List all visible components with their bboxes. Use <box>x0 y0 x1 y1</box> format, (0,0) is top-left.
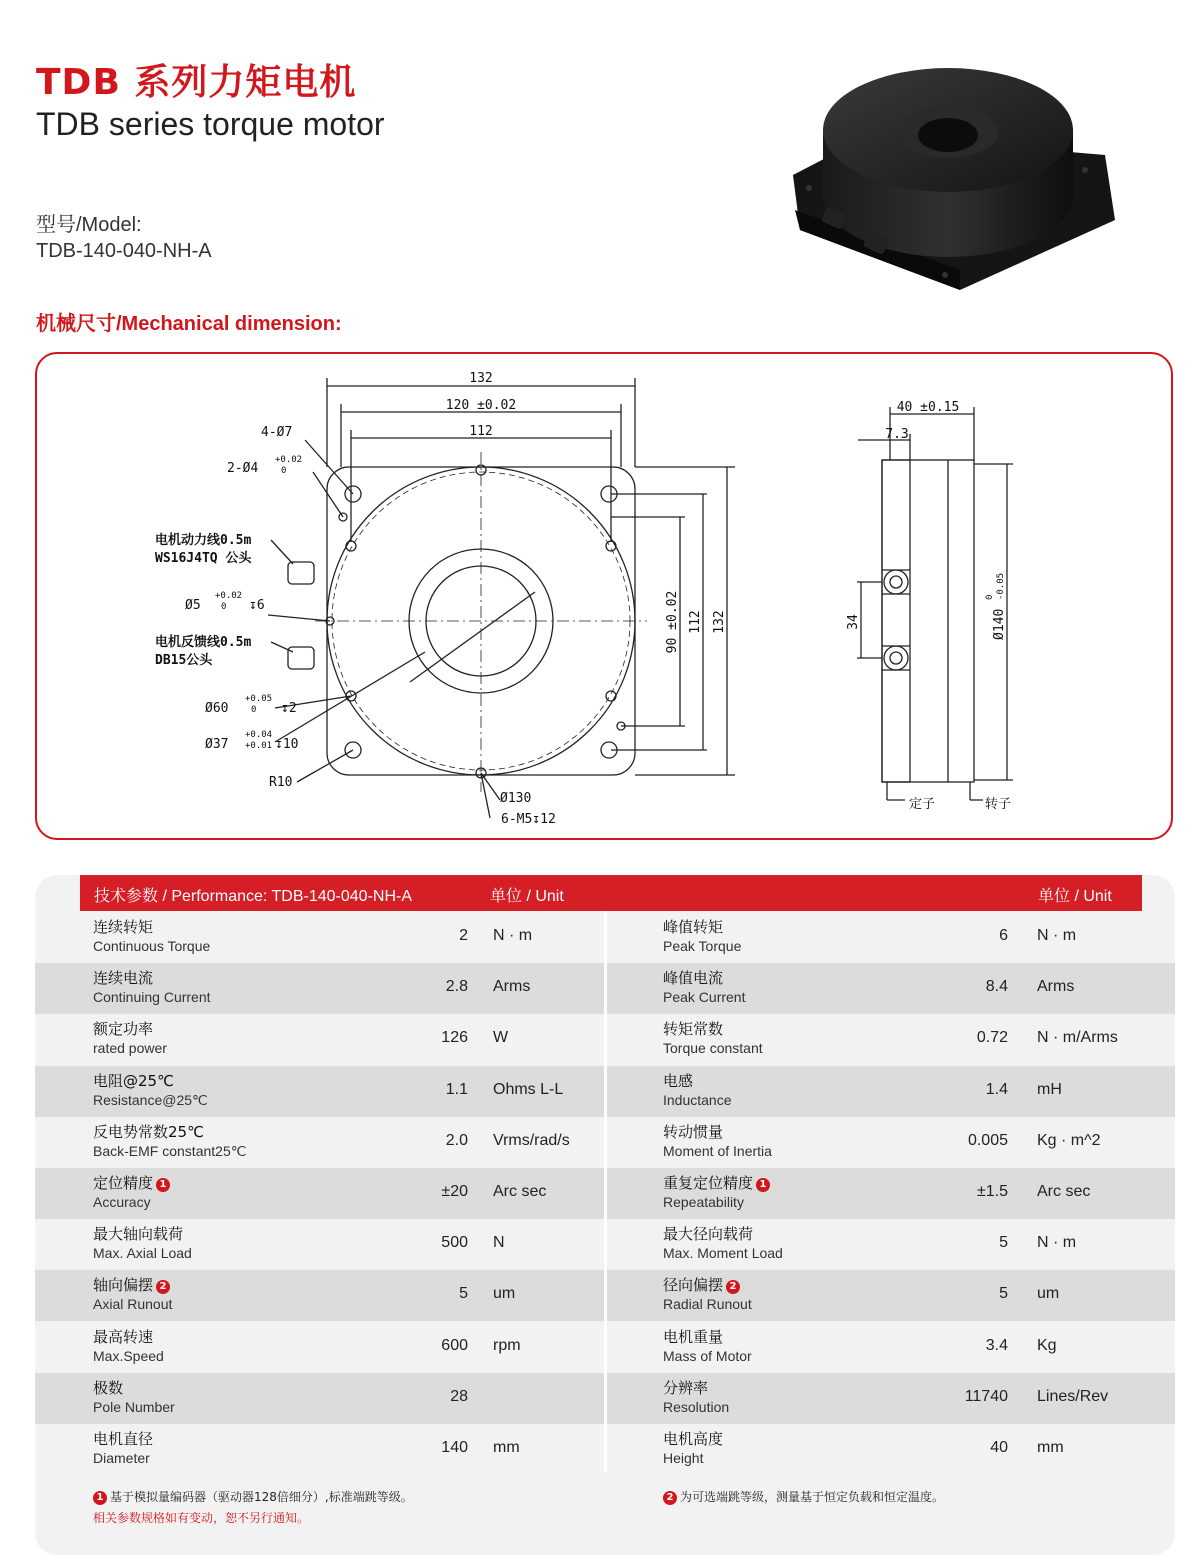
param-name-cn-text: 电机直径 <box>93 1430 154 1448</box>
label-pins: 2-Ø4 <box>227 461 259 476</box>
footnote-badge: 1 <box>156 1178 170 1192</box>
label-m5: 6-M5↧12 <box>501 812 556 827</box>
param-name-cn-text: 极数 <box>93 1378 124 1397</box>
param-value: 2.8 <box>445 978 468 996</box>
note-1-badge: 1 <box>93 1491 107 1505</box>
param-name-en: Continuing Current <box>93 989 211 1006</box>
d60-tol-bottom: 0 <box>251 705 257 715</box>
param-name-cn <box>93 1070 174 1091</box>
param-unit: um <box>1037 1285 1060 1303</box>
param-unit: Kg <box>1037 1336 1057 1354</box>
param-name-en: Peak Torque <box>663 938 742 954</box>
label-r10: R10 <box>269 775 293 790</box>
dim-90: 90 ±0.02 <box>665 590 680 654</box>
param-name-cn <box>93 1121 204 1142</box>
d60-depth: ↧2 <box>281 701 297 716</box>
param-unit: N · m <box>1037 1234 1077 1252</box>
param-name-en: Height <box>663 1450 704 1466</box>
hole5-depth: ↧6 <box>249 598 265 613</box>
param-name-en: Resistance@25℃ <box>93 1091 208 1108</box>
d140-tol-bottom: -0.05 <box>996 572 1006 600</box>
param-name-en: Diameter <box>93 1450 150 1466</box>
d37-tol-bottom: +0.01 <box>245 741 273 751</box>
param-value: 2 <box>459 927 468 944</box>
param-name-en: Accuracy <box>93 1194 151 1210</box>
param-unit: Arc sec <box>1037 1183 1091 1200</box>
param-name-cn <box>93 967 153 988</box>
param-unit: rpm <box>493 1336 521 1354</box>
param-name-cn <box>93 1274 170 1295</box>
unit-header-right: 单位 / Unit <box>1038 888 1112 905</box>
note-2-text: 为可选端跳等级，测量基于恒定负载和恒定温度。 <box>680 1490 945 1504</box>
param-name-en: Peak Current <box>663 989 746 1006</box>
note-2 <box>663 1488 944 1505</box>
param-name-cn-text: 电机高度 <box>663 1430 724 1448</box>
dim-112-side: 112 <box>688 610 703 634</box>
param-name-cn-text: 峰值转矩 <box>663 918 724 936</box>
param-unit: Vrms/rad/s <box>493 1131 570 1149</box>
param-unit: mH <box>1037 1080 1062 1098</box>
param-name-cn-text: 重复定位精度 <box>663 1174 754 1192</box>
pins-tol-top: +0.02 <box>275 455 303 465</box>
param-unit: W <box>493 1029 509 1047</box>
param-name-cn-text: 连续转矩 <box>93 918 154 936</box>
param-name-en: Inductance <box>663 1091 732 1108</box>
param-name-cn <box>93 1377 123 1398</box>
label-rotor: 转子 <box>985 797 1012 812</box>
param-name-cn-text: 分辨率 <box>663 1378 709 1397</box>
unit-header-left: 单位 / Unit <box>490 888 564 905</box>
param-name-en: Max.Speed <box>93 1347 164 1364</box>
param-name-cn-text: 转动惯量 <box>663 1122 724 1141</box>
param-unit: Lines/Rev <box>1037 1387 1109 1405</box>
param-name-cn-text: 最高转速 <box>93 1327 154 1346</box>
param-unit: mm <box>493 1439 520 1456</box>
pins-tol-bottom: 0 <box>281 466 287 476</box>
param-name-en: Back-EMF constant25℃ <box>93 1142 247 1159</box>
param-name-cn <box>663 1326 723 1347</box>
column-divider <box>604 911 607 1472</box>
param-name-cn <box>93 1428 153 1449</box>
param-value: ±20 <box>441 1183 468 1200</box>
param-value: 28 <box>450 1387 468 1405</box>
page-title-cn: TDB 系列力矩电机 <box>36 62 357 103</box>
param-unit: N · m <box>1037 927 1077 944</box>
product-photo <box>785 60 1130 295</box>
param-name-en: Resolution <box>663 1398 730 1415</box>
param-value: 5 <box>459 1285 468 1303</box>
note-1-text: 基于模拟量编码器（驱动器128倍细分）,标准端跳等级。 <box>110 1490 413 1504</box>
dim-132-side: 132 <box>712 610 727 634</box>
param-name-cn-text: 额定功率 <box>93 1020 154 1039</box>
param-name-en: Torque constant <box>663 1040 763 1057</box>
param-name-en: Max. Moment Load <box>663 1245 783 1262</box>
dim-120: 120 ±0.02 <box>445 398 517 413</box>
param-value: 0.005 <box>967 1131 1008 1149</box>
dim-34: 34 <box>846 614 861 630</box>
param-name-cn <box>663 1121 723 1142</box>
param-name-cn <box>93 1018 153 1039</box>
param-unit: Kg · m^2 <box>1037 1131 1101 1149</box>
param-unit: N · m <box>493 927 533 944</box>
param-unit: Arc sec <box>493 1183 547 1200</box>
param-unit: um <box>493 1285 516 1303</box>
param-name-en: Max. Axial Load <box>93 1245 192 1262</box>
param-value: 5 <box>999 1285 1008 1303</box>
param-name-cn <box>663 1070 693 1091</box>
param-unit: mm <box>1037 1439 1064 1456</box>
param-name-en: rated power <box>93 1040 167 1057</box>
param-name-cn-text: 电感 <box>663 1071 694 1090</box>
dim-d140: Ø140 <box>992 608 1007 640</box>
param-name-en: Moment of Inertia <box>663 1142 772 1159</box>
param-value: 500 <box>441 1234 468 1252</box>
param-name-cn-text: 径向偏摆 <box>663 1276 724 1295</box>
param-name-en: Continuous Torque <box>93 938 211 954</box>
footnote-badge: 2 <box>156 1280 170 1294</box>
param-name-cn-text: 连续电流 <box>93 969 154 988</box>
param-value: 2.0 <box>445 1131 468 1149</box>
param-name-en: Axial Runout <box>93 1296 173 1313</box>
label-4x7-holes: 4-Ø7 <box>261 425 293 440</box>
dim-132-top: 132 <box>469 371 493 386</box>
hole5-tol-top: +0.02 <box>215 591 243 601</box>
model-value: TDB-140-040-NH-A <box>36 240 212 262</box>
param-value: 600 <box>441 1336 468 1354</box>
param-name-cn-text: 定位精度 <box>93 1174 154 1192</box>
param-name-cn-text: 峰值电流 <box>663 969 724 988</box>
footnote-badge: 1 <box>756 1178 770 1192</box>
dim-40: 40 ±0.15 <box>896 400 960 415</box>
disclaimer: 相关参数规格如有变动，恕不另行通知。 <box>93 1511 310 1525</box>
param-unit: N · m/Arms <box>1037 1029 1118 1047</box>
param-name-cn-text: 最大径向载荷 <box>663 1225 754 1244</box>
param-value: 1.1 <box>445 1080 468 1098</box>
param-name-cn <box>663 1377 708 1398</box>
label-d60: Ø60 <box>205 701 229 716</box>
param-name-cn <box>663 1223 753 1244</box>
hole5-tol-bottom: 0 <box>221 602 227 612</box>
d37-depth: ↧10 <box>275 737 299 752</box>
param-name-cn-text: 电机重量 <box>663 1327 724 1346</box>
param-value: 11740 <box>964 1387 1008 1405</box>
param-value: 1.4 <box>985 1080 1008 1098</box>
footnote-badge: 2 <box>726 1280 740 1294</box>
section-heading-mechanical: 机械尺寸/Mechanical dimension: <box>36 313 342 335</box>
note-2-badge: 2 <box>663 1491 677 1505</box>
param-name-cn <box>663 1274 740 1295</box>
param-name-cn-text: 轴向偏摆 <box>93 1276 154 1295</box>
param-value: 140 <box>441 1439 468 1456</box>
param-name-cn <box>93 1326 153 1347</box>
label-feedback-connector: DB15公头 <box>155 653 213 668</box>
param-name-cn-text: 反电势常数25℃ <box>93 1122 204 1141</box>
param-name-cn <box>93 1172 170 1193</box>
param-value: 40 <box>990 1439 1008 1456</box>
param-value: 8.4 <box>985 978 1008 996</box>
param-name-cn <box>93 916 153 937</box>
param-name-en: Radial Runout <box>663 1296 752 1313</box>
performance-title: 技术参数 / Performance: TDB-140-040-NH-A <box>94 888 413 905</box>
param-value: 6 <box>999 927 1008 944</box>
param-name-en: Pole Number <box>93 1398 175 1415</box>
dim-7-3: 7.3 <box>885 427 909 442</box>
param-unit: N <box>493 1234 505 1252</box>
param-value: 5 <box>999 1234 1008 1252</box>
param-unit: Arms <box>1037 978 1075 996</box>
label-stator: 定子 <box>909 797 936 812</box>
param-name-en: Mass of Motor <box>663 1347 752 1364</box>
d37-tol-top: +0.04 <box>245 730 273 740</box>
label-power-cable: 电机动力线0.5m <box>155 533 252 548</box>
param-value: ±1.5 <box>976 1183 1008 1200</box>
param-name-cn <box>663 916 723 937</box>
param-name-cn <box>663 1018 723 1039</box>
label-hole5: Ø5 <box>185 598 201 613</box>
param-unit: Arms <box>493 978 531 996</box>
param-name-cn <box>663 1172 770 1193</box>
performance-header <box>80 875 1142 911</box>
param-name-cn <box>663 967 723 988</box>
label-feedback-cable: 电机反馈线0.5m <box>155 635 252 650</box>
d60-tol-top: +0.05 <box>245 694 273 704</box>
param-name-cn-text: 电阻@25℃ <box>93 1071 174 1090</box>
dim-112-top: 112 <box>469 424 493 439</box>
label-d37: Ø37 <box>205 737 229 752</box>
param-value: 126 <box>441 1029 468 1047</box>
param-name-cn-text: 最大轴向载荷 <box>93 1225 184 1244</box>
page-title-en: TDB series torque motor <box>36 106 385 142</box>
param-value: 0.72 <box>976 1029 1008 1047</box>
note-1 <box>93 1488 413 1505</box>
param-unit: Ohms L-L <box>493 1080 564 1098</box>
label-d130: Ø130 <box>500 791 532 806</box>
label-power-connector: WS16J4TQ 公头 <box>155 551 252 566</box>
param-name-cn <box>93 1223 183 1244</box>
d140-tol-top: 0 <box>985 594 995 600</box>
model-label: 型号/Model: <box>36 214 142 236</box>
param-name-cn <box>663 1428 723 1449</box>
param-name-en: Repeatability <box>663 1194 744 1210</box>
param-name-cn-text: 转矩常数 <box>663 1020 724 1039</box>
mechanical-drawing <box>35 352 1173 840</box>
param-value: 3.4 <box>985 1336 1008 1354</box>
